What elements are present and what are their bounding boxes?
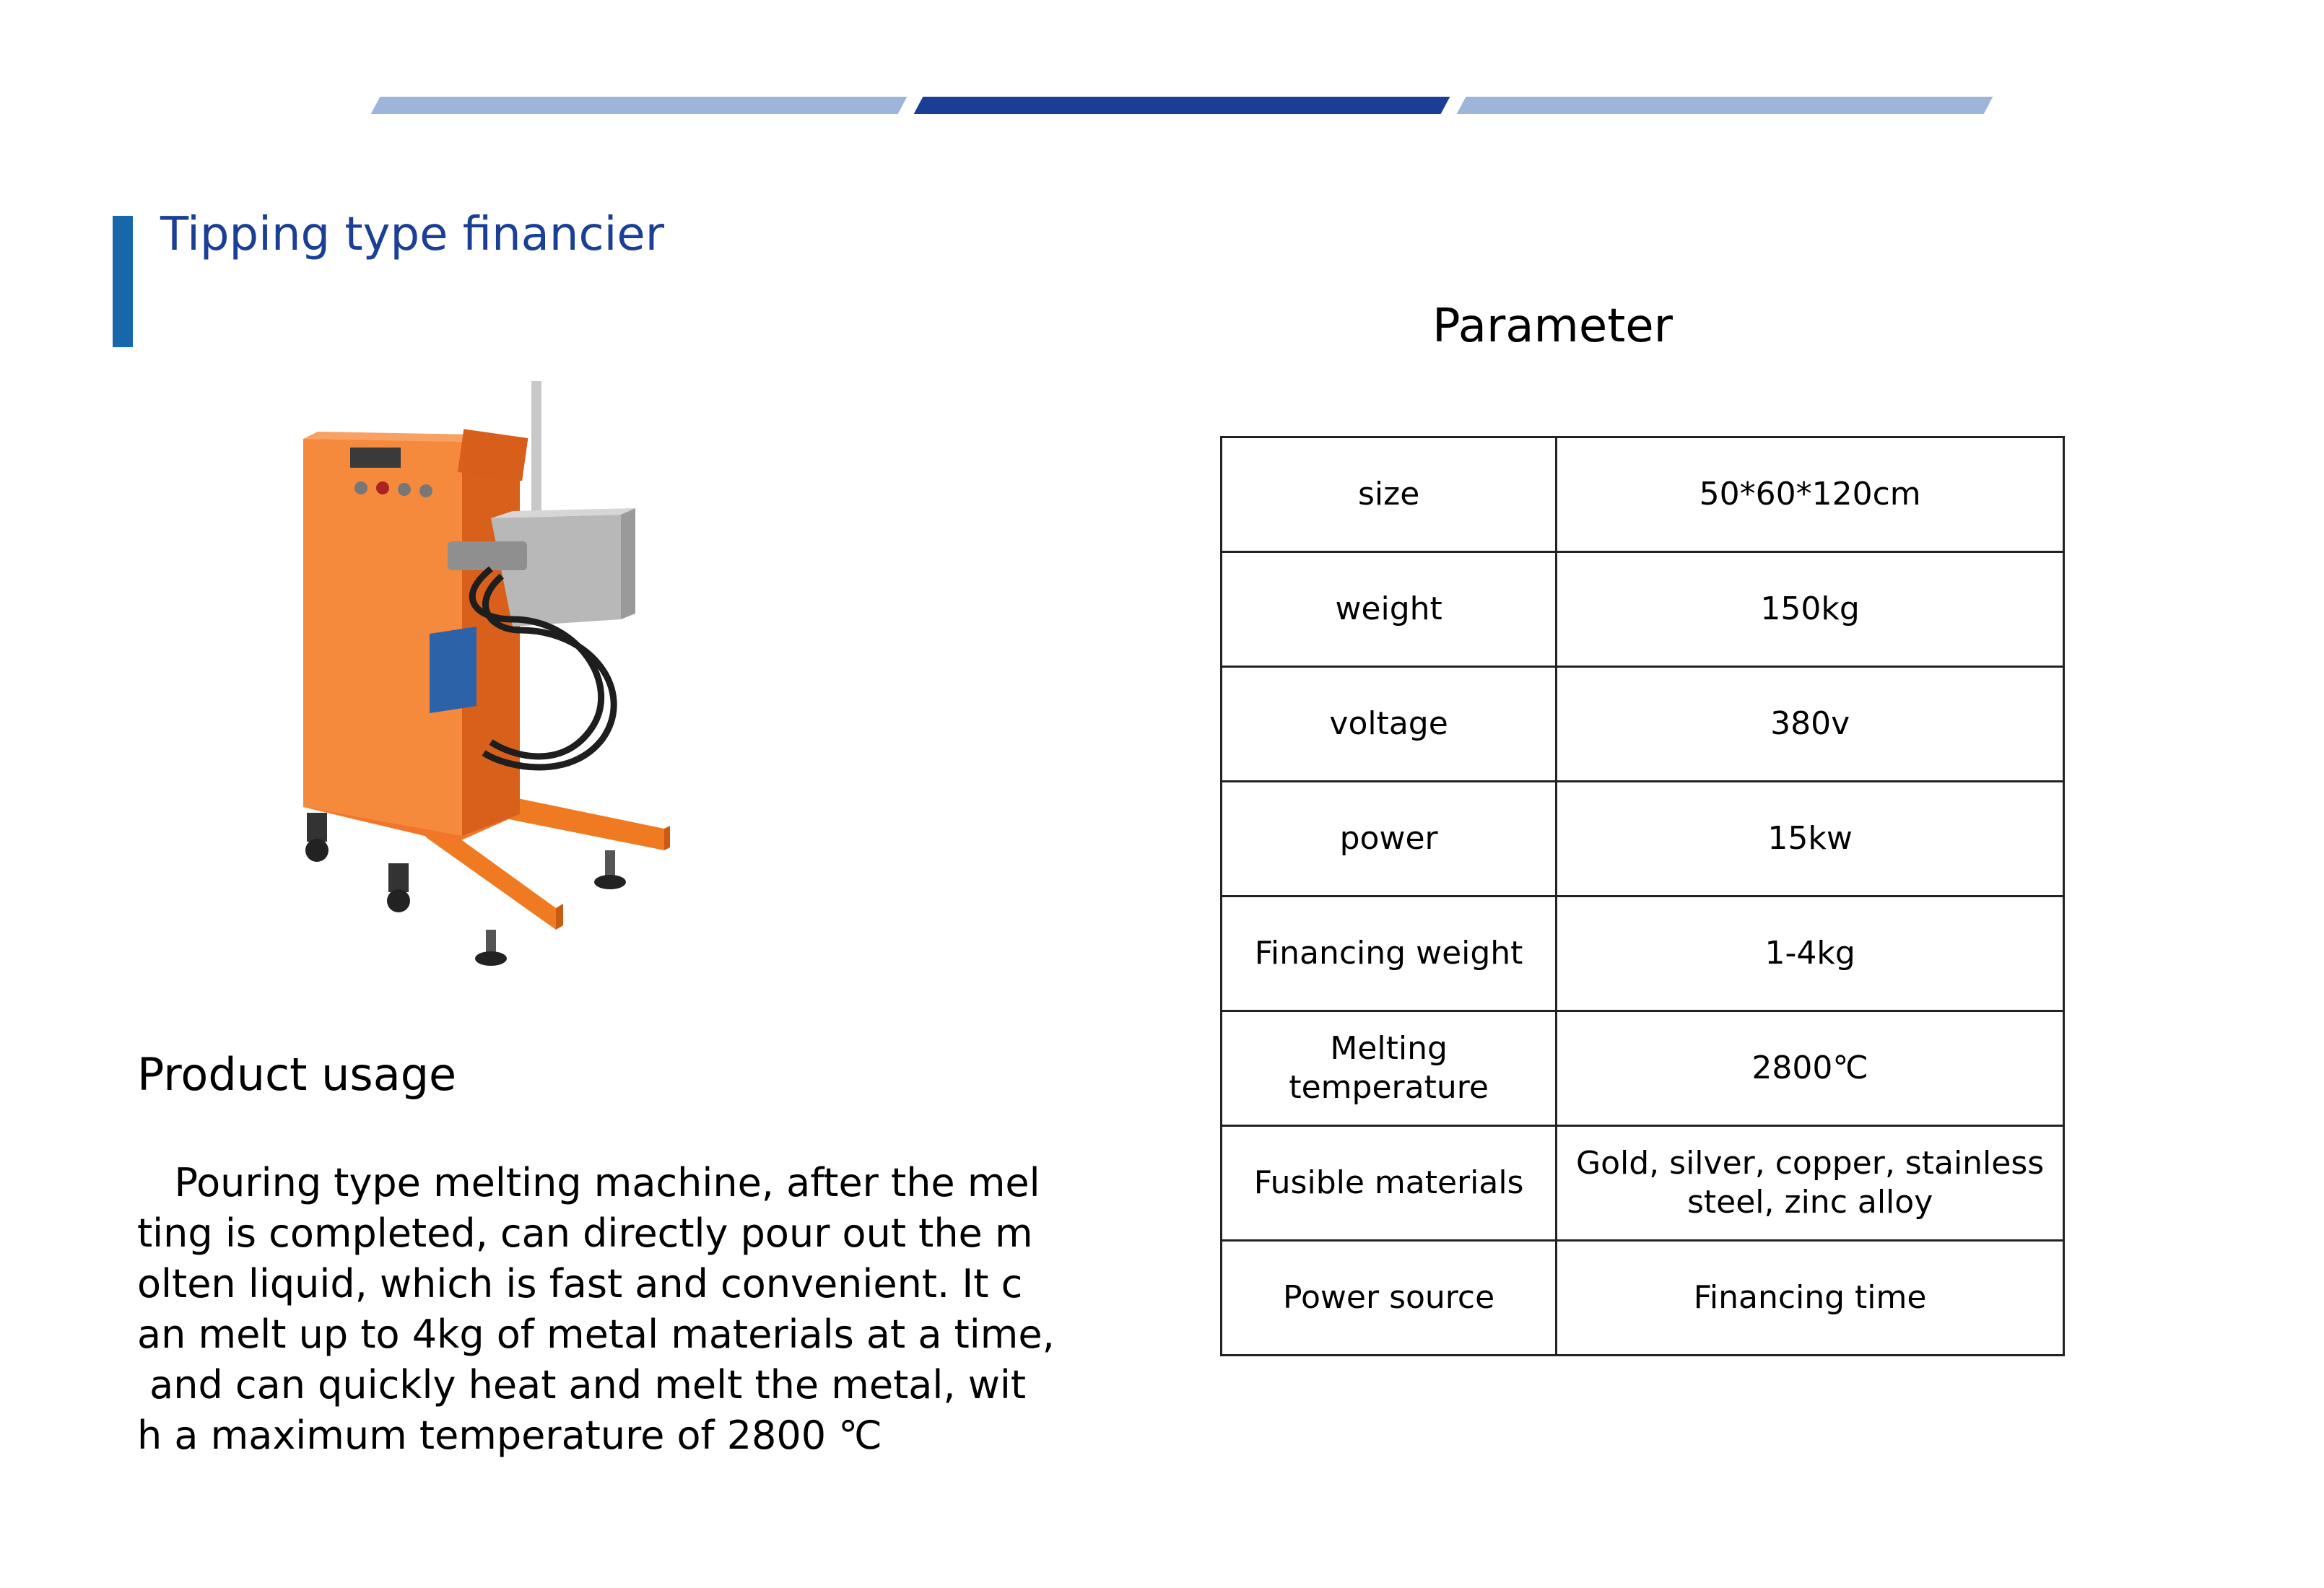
param-value: 380v	[1557, 667, 2064, 782]
table-row	[1222, 667, 2064, 782]
parameter-table	[1220, 436, 2065, 1356]
table-row	[1222, 1011, 2064, 1126]
table-row	[1222, 1241, 2064, 1356]
header-bar-center	[914, 97, 1450, 114]
param-name: Fusible materials	[1222, 1126, 1557, 1241]
param-value: 2800℃	[1557, 1011, 2064, 1126]
param-name: voltage	[1222, 667, 1557, 782]
table-row	[1222, 896, 2064, 1011]
param-name: Power source	[1222, 1241, 1557, 1356]
header-decoration	[375, 97, 1993, 114]
usage-line: olten liquid, which is fast and convenient. It c	[137, 1261, 1023, 1306]
usage-heading: Product usage	[137, 1048, 457, 1101]
machine-cabinet	[303, 429, 528, 843]
table-row	[1222, 437, 2064, 552]
param-value: 15kw	[1557, 782, 2064, 896]
param-value: Financing time	[1557, 1241, 2064, 1356]
table-row	[1222, 552, 2064, 667]
table-row	[1222, 782, 2064, 896]
param-name: weight	[1222, 552, 1557, 667]
parameter-heading: Parameter	[1432, 300, 1673, 353]
usage-line: ting is completed, can directly pour out the m	[137, 1210, 1033, 1256]
param-value: 150kg	[1557, 552, 2064, 667]
usage-line: and can quickly heat and melt the metal, wit	[137, 1362, 1027, 1408]
page-title: Tipping type financier	[160, 208, 665, 261]
table-row	[1222, 1126, 2064, 1241]
param-value: Gold, silver, copper, stainless steel, zinc alloy	[1557, 1126, 2064, 1241]
usage-line: Pouring type melting machine, after the mel	[137, 1160, 1040, 1205]
header-bar-left	[371, 97, 908, 114]
param-value: 50*60*120cm	[1557, 437, 2064, 552]
param-name: Financing weight	[1222, 896, 1557, 1011]
param-name: Melting temperature	[1222, 1011, 1557, 1126]
param-value: 1-4kg	[1557, 896, 2064, 1011]
header-bar-right	[1457, 97, 1993, 114]
param-name: power	[1222, 782, 1557, 896]
usage-text	[137, 1158, 1055, 1461]
usage-line: an melt up to 4kg of metal materials at a time,	[137, 1312, 1055, 1357]
title-accent-bar	[113, 216, 133, 347]
product-image	[274, 381, 736, 973]
param-name: size	[1222, 437, 1557, 552]
usage-line: h a maximum temperature of 2800 ℃	[137, 1413, 882, 1458]
